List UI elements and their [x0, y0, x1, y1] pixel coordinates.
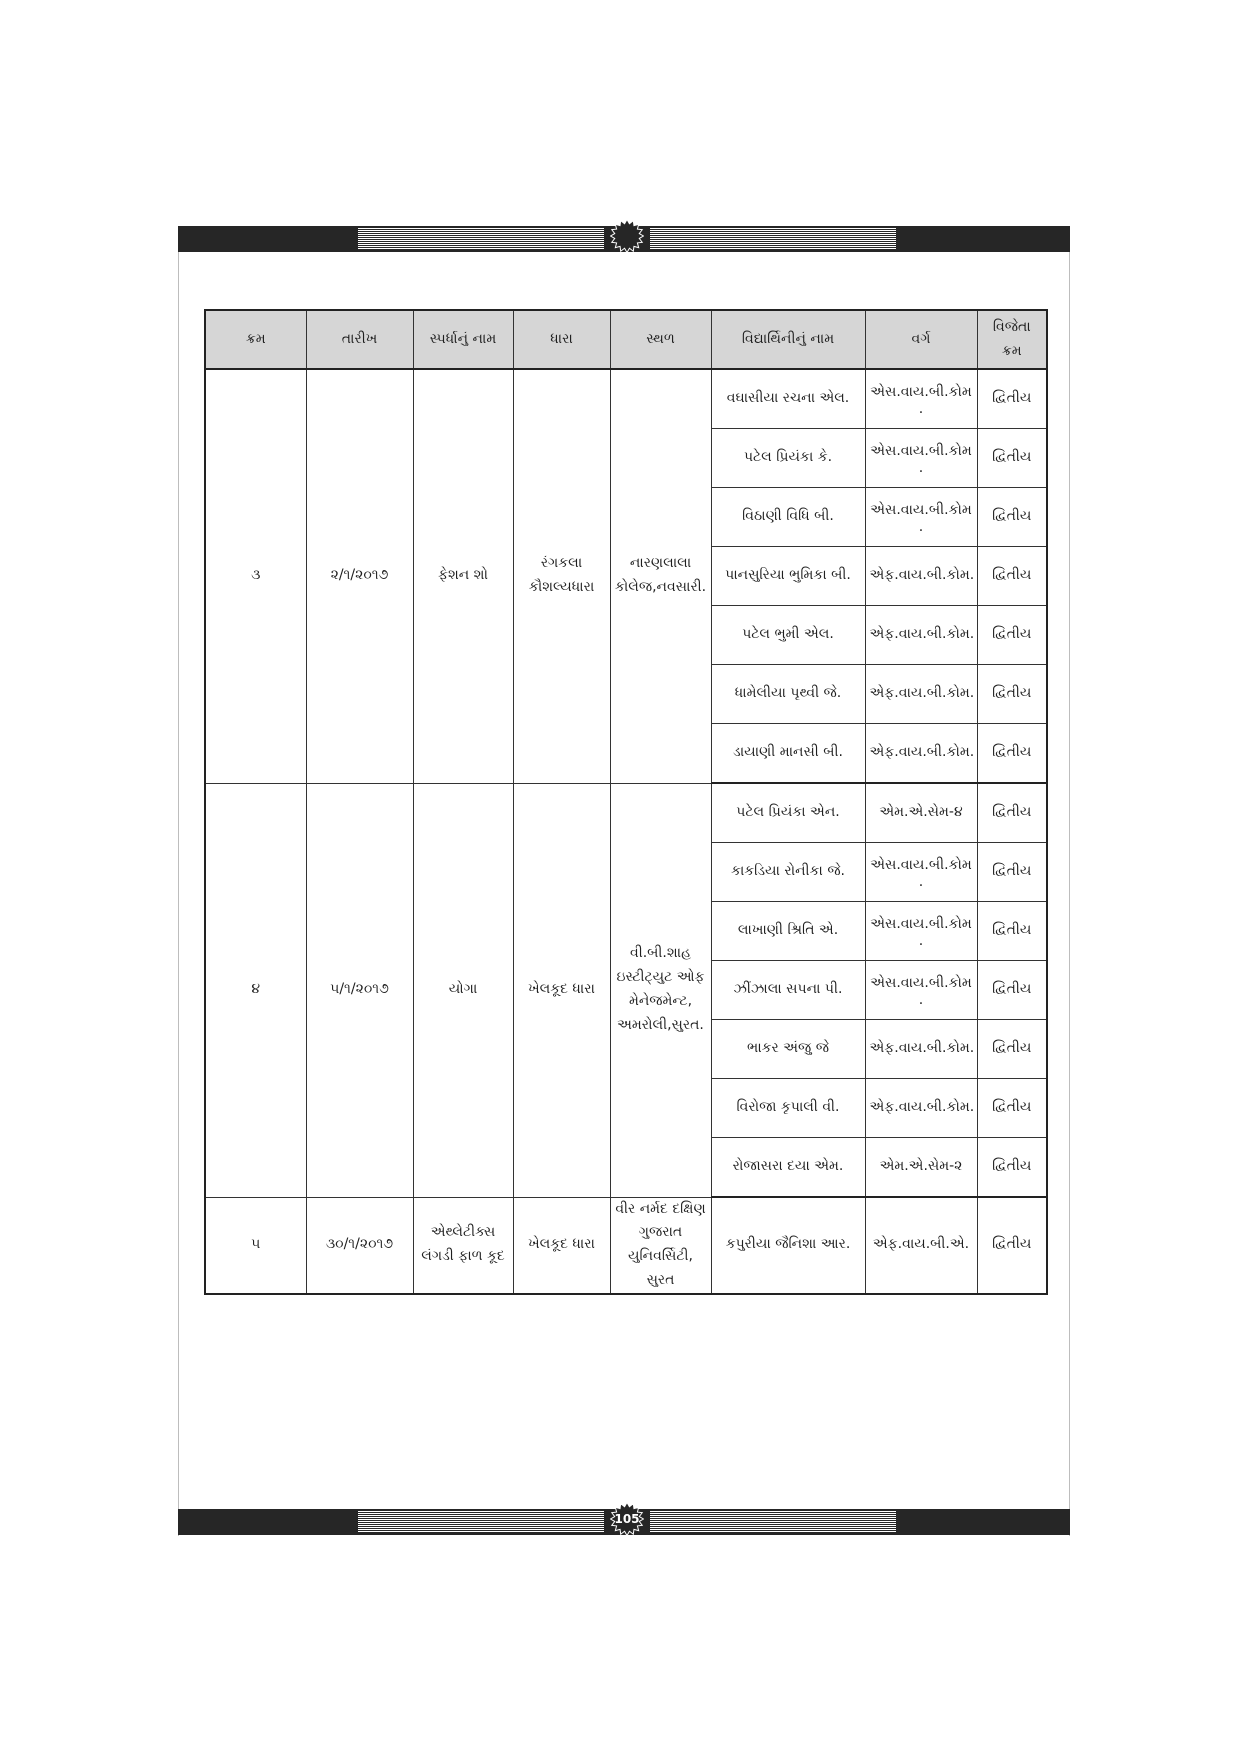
student-name-cell: વિરોજા કૃપાલી વી.: [711, 1079, 865, 1138]
student-name-cell: રોજાસરા દયા એમ.: [711, 1138, 865, 1198]
class-text: એસ.વાય.બી.કોમ: [870, 383, 972, 400]
class-suffix: .: [918, 873, 924, 890]
class-cell: એફ.વાય.બી.કોમ.: [865, 665, 977, 724]
class-suffix: .: [918, 459, 924, 476]
page-number: 105: [614, 1512, 640, 1526]
class-text: એસ.વાય.બી.કોમ: [870, 501, 972, 518]
student-name-cell: લાખાણી શ્રિતિ એ.: [711, 902, 865, 961]
serial-cell: ૫: [205, 1197, 306, 1294]
class-cell: એફ.વાય.બી.કોમ.: [865, 1079, 977, 1138]
header-bar: [178, 226, 1070, 252]
header-starburst-icon: [610, 219, 644, 253]
class-cell: એફ.વાય.બી.કોમ.: [865, 547, 977, 606]
class-suffix: .: [918, 932, 924, 949]
student-name-cell: વિઠાણી વિધિ બી.: [711, 488, 865, 547]
class-cell: [865, 843, 977, 902]
rank-cell: દ્વિતીય: [977, 488, 1047, 547]
page-number-badge: [610, 1502, 644, 1536]
student-name-cell: વઘાસીયા રચના એલ.: [711, 369, 865, 429]
serial-cell: ૪: [205, 783, 306, 1197]
stream-cell: ખેલકૂદ ધારા: [513, 1197, 610, 1294]
rank-cell: દ્વિતીય: [977, 429, 1047, 488]
rank-cell: દ્વિતીય: [977, 1138, 1047, 1198]
student-name-cell: પાનસુરિયા ભુમિકા બી.: [711, 547, 865, 606]
header-winner-rank: વિજેતા ક્રમ: [977, 310, 1047, 369]
rank-cell: દ્વિતીય: [977, 724, 1047, 784]
table-row: [205, 783, 1047, 843]
rank-cell: દ્વિતીય: [977, 783, 1047, 843]
student-name-cell: ભાકર અંજુ જે: [711, 1020, 865, 1079]
class-text: એસ.વાય.બી.કોમ: [870, 856, 972, 873]
header-stripes-right: [650, 228, 896, 250]
class-suffix: .: [918, 400, 924, 417]
stream-cell: રંગકલા કૌશલ્યધારા: [513, 369, 610, 783]
date-cell: ૨/૧/૨૦૧૭: [306, 369, 413, 783]
header-class: વર્ગ: [865, 310, 977, 369]
venue-cell: વી.બી.શાહ ઇસ્ટીટ્યુટ ઓફ મેનેજમેન્ટ, અમરોલી,સુરત.: [610, 783, 711, 1197]
student-name-cell: ઝીંઝાલા સપના પી.: [711, 961, 865, 1020]
footer-stripes-right: [650, 1511, 896, 1533]
date-cell: ૫/૧/૨૦૧૭: [306, 783, 413, 1197]
footer-stripes-left: [358, 1511, 604, 1533]
serial-cell: ૩: [205, 369, 306, 783]
rank-cell: દ્વિતીય: [977, 1079, 1047, 1138]
competition-cell: ફેશન શો: [413, 369, 513, 783]
rank-cell: દ્વિતીય: [977, 902, 1047, 961]
class-text: એસ.વાય.બી.કોમ: [870, 915, 972, 932]
date-cell: ૩૦/૧/૨૦૧૭: [306, 1197, 413, 1294]
student-name-cell: કપુરીયા જૈનિશા આર.: [711, 1197, 865, 1294]
venue-cell: વીર નર્મદ દક્ષિણ ગુજરાત યુનિવર્સિટી, સુરત: [610, 1197, 711, 1294]
header-serial: ક્રમ: [205, 310, 306, 369]
venue-cell: નારણલાલા કોલેજ,નવસારી.: [610, 369, 711, 783]
class-cell: [865, 961, 977, 1020]
footer-bar: [178, 1509, 1070, 1535]
header-stripes-left: [358, 228, 604, 250]
stream-cell: ખેલકૂદ ધારા: [513, 783, 610, 1197]
class-cell: એફ.વાય.બી.એ.: [865, 1197, 977, 1294]
header-row: [205, 310, 1047, 369]
class-cell: [865, 488, 977, 547]
class-cell: એમ.એ.સેમ-૪: [865, 783, 977, 843]
class-cell: એફ.વાય.બી.કોમ.: [865, 1020, 977, 1079]
rank-cell: દ્વિતીય: [977, 665, 1047, 724]
rank-cell: દ્વિતીય: [977, 369, 1047, 429]
rank-cell: દ્વિતીય: [977, 843, 1047, 902]
table-row: [205, 369, 1047, 429]
class-cell: [865, 369, 977, 429]
rank-cell: દ્વિતીય: [977, 961, 1047, 1020]
header-stream: ધારા: [513, 310, 610, 369]
rank-cell: દ્વિતીય: [977, 547, 1047, 606]
rank-cell: દ્વિતીય: [977, 606, 1047, 665]
student-name-cell: ધામેલીયા પૃથ્વી જે.: [711, 665, 865, 724]
class-cell: એમ.એ.સેમ-૨: [865, 1138, 977, 1198]
student-name-cell: ડાયાણી માનસી બી.: [711, 724, 865, 784]
table-row: [205, 1197, 1047, 1294]
class-text: એસ.વાય.બી.કોમ: [870, 974, 972, 991]
student-name-cell: કાકડિયા રોનીકા જે.: [711, 843, 865, 902]
header-student-name: વિદ્યાર્થિનીનું નામ: [711, 310, 865, 369]
class-suffix: .: [918, 991, 924, 1008]
student-name-cell: પટેલ ભુમી એલ.: [711, 606, 865, 665]
rank-cell: દ્વિતીય: [977, 1020, 1047, 1079]
student-name-cell: પટેલ પ્રિયંકા કે.: [711, 429, 865, 488]
header-venue: સ્થળ: [610, 310, 711, 369]
competition-cell: યોગા: [413, 783, 513, 1197]
header-competition: સ્પર્ધાનું નામ: [413, 310, 513, 369]
rank-cell: દ્વિતીય: [977, 1197, 1047, 1294]
results-table: [204, 309, 1048, 1295]
class-cell: [865, 902, 977, 961]
class-cell: એફ.વાય.બી.કોમ.: [865, 724, 977, 784]
class-suffix: .: [918, 518, 924, 535]
class-cell: [865, 429, 977, 488]
header-date: તારીખ: [306, 310, 413, 369]
class-text: એસ.વાય.બી.કોમ: [870, 442, 972, 459]
class-cell: એફ.વાય.બી.કોમ.: [865, 606, 977, 665]
competition-cell: એથ્લેટીક્સ લંગડી ફાળ કૂદ: [413, 1197, 513, 1294]
student-name-cell: પટેલ પ્રિયંકા એન.: [711, 783, 865, 843]
